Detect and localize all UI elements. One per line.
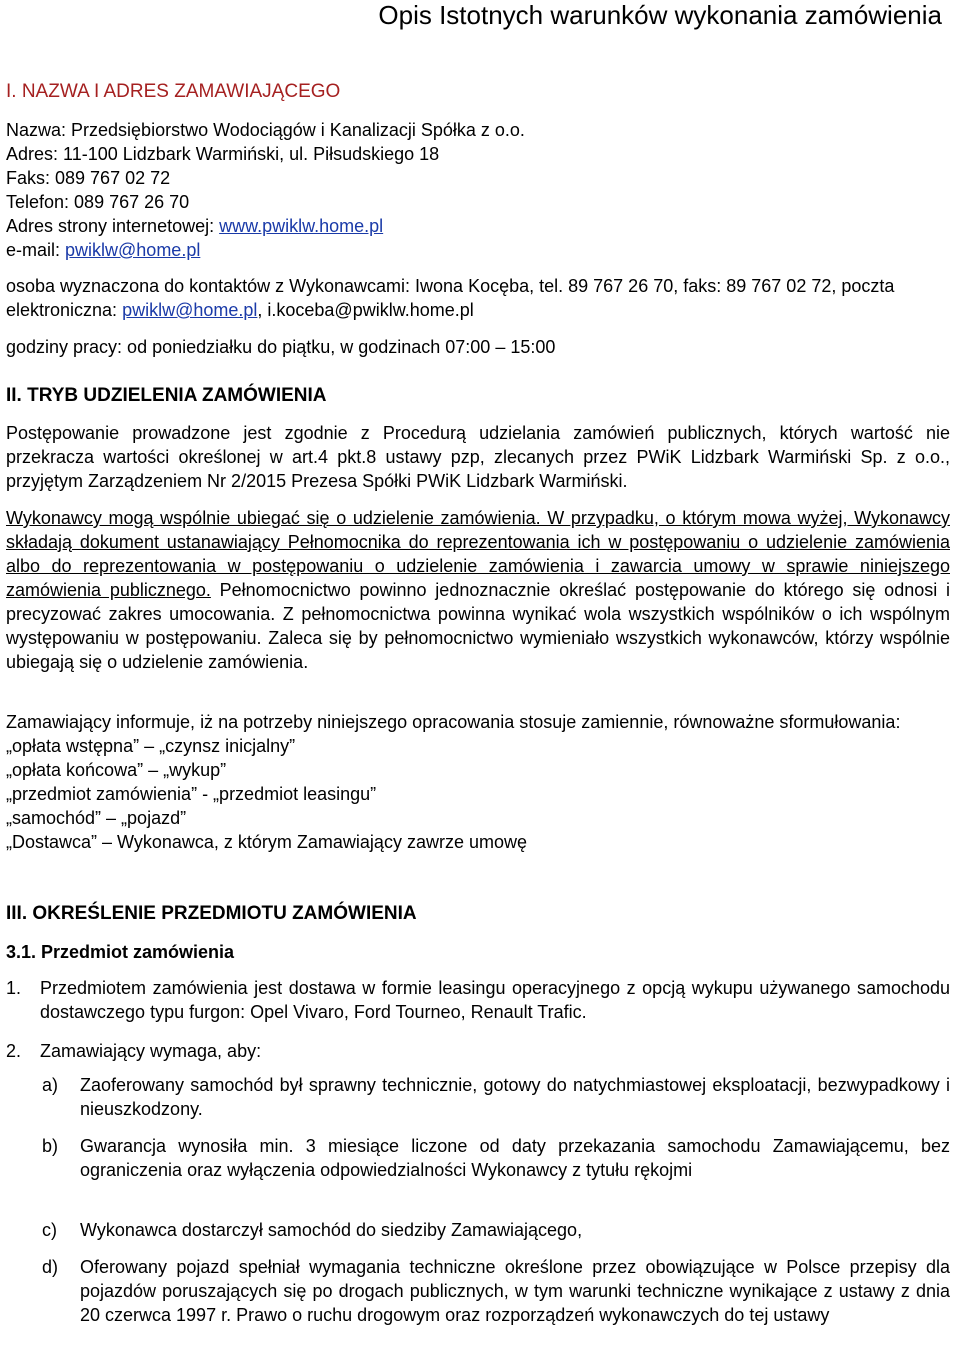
term-item: „samochód” – „pojazd” bbox=[6, 808, 187, 828]
joint-bidding-rest: Pełnomocnictwo powinno jednoznacznie określać postępowanie do którego się odnosi i precyzować zakres umocowania. Z pełnomocnictwa powinna wynikać wola wszystkich wspólników o ich wspólnym występowaniu w postępowaniu. Zaleca się by pełnomocnictwo wymieniało wszystkich wykonawców, którzy wspólnie ubiegają się o udzielenie zamówienia. bbox=[6, 580, 950, 672]
subitem-text: Zaoferowany samochód był sprawny technicznie, gotowy do natychmiastowej eksploatacji, bezwypadkowy i nieuszkodzony. bbox=[80, 1075, 950, 1119]
term-item: „opłata wstępna” – „czynsz inicjalny” bbox=[6, 736, 296, 756]
subitem-d bbox=[6, 1255, 950, 1327]
item-number: 2. bbox=[6, 1041, 22, 1061]
section-3 bbox=[6, 902, 950, 926]
terms-list bbox=[6, 734, 950, 854]
terminology-intro: Zamawiający informuje, iż na potrzeby niniejszego opracowania stosuje zamiennie, równoważne sformułowania: bbox=[6, 712, 901, 732]
section-2-heading: II. TRYB UDZIELENIA ZAMÓWIENIA bbox=[6, 385, 327, 406]
list-item bbox=[6, 1218, 950, 1242]
section-3-heading: III. OKREŚLENIE PRZEDMIOTU ZAMÓWIENIA bbox=[6, 903, 417, 924]
working-hours bbox=[6, 335, 950, 359]
procedure-paragraph bbox=[6, 421, 950, 493]
contractor-website bbox=[6, 214, 950, 238]
subitem-letter: c) bbox=[42, 1220, 57, 1240]
document-title: Opis Istotnych warunków wykonania zamówienia bbox=[378, 0, 942, 30]
email-link[interactable]: pwiklw@home.pl bbox=[65, 240, 201, 260]
contact-info: osoba wyznaczona do kontaktów z Wykonawcami: Iwona Kocęba, tel. 89 767 26 70, faks: 89 767 02 72, poczta elektroniczna: bbox=[6, 276, 895, 320]
contact-text bbox=[6, 274, 950, 322]
contractor-phone: Telefon: 089 767 26 70 bbox=[6, 192, 190, 212]
item-text: Zamawiający wymaga, aby: bbox=[40, 1041, 262, 1061]
item-text: Przedmiotem zamówienia jest dostawa w formie leasingu operacyjnego z opcją wykupu używanego samochodu dostawczego typu furgon: Opel Vivaro, Ford Tourneo, Renault Trafic. bbox=[40, 978, 950, 1022]
section-3-1 bbox=[6, 940, 950, 964]
contact-email-2: , i.koceba@pwiklw.home.pl bbox=[257, 300, 474, 320]
list-item bbox=[6, 1073, 950, 1121]
email-label: e-mail: bbox=[6, 240, 66, 260]
subitem-letter: d) bbox=[42, 1257, 59, 1277]
section-1 bbox=[6, 80, 950, 104]
list-item bbox=[6, 1255, 950, 1327]
joint-bidding-text bbox=[6, 506, 950, 674]
contractor-details bbox=[6, 118, 950, 262]
subitem-text: Wykonawca dostarczył samochód do siedziby Zamawiającego, bbox=[80, 1220, 583, 1240]
working-hours-text: godziny pracy: od poniedziałku do piątku, w godzinach 07:00 – 15:00 bbox=[6, 337, 556, 357]
item-1 bbox=[6, 976, 950, 1024]
subitem-text: Gwarancja wynosiła min. 3 miesiące liczone od daty przekazania samochodu Zamawiającemu, bez ograniczenia oraz wyłączenia odpowiedzialności Wykonawcy z tytułu rękojmi bbox=[80, 1136, 950, 1180]
terminology-paragraph bbox=[6, 710, 950, 854]
section-1-heading: I. NAZWA I ADRES ZAMAWIAJĄCEGO bbox=[6, 81, 341, 102]
subitem-b bbox=[6, 1134, 950, 1182]
list-item bbox=[6, 1134, 950, 1182]
joint-bidding-paragraph bbox=[6, 506, 950, 674]
list-item bbox=[6, 1039, 950, 1063]
contractor-email bbox=[6, 238, 950, 262]
subitem-a bbox=[6, 1073, 950, 1121]
website-label: Adres strony internetowej: bbox=[6, 216, 220, 236]
contractor-fax: Faks: 089 767 02 72 bbox=[6, 168, 171, 188]
contractor-name: Nazwa: Przedsiębiorstwo Wodociągów i Kanalizacji Spółka z o.o. bbox=[6, 120, 525, 140]
section-3-1-heading: 3.1. Przedmiot zamówienia bbox=[6, 942, 235, 962]
subitem-letter: b) bbox=[42, 1136, 59, 1156]
contractor-address: Adres: 11-100 Lidzbark Warmiński, ul. Piłsudskiego 18 bbox=[6, 144, 440, 164]
section-2 bbox=[6, 384, 950, 408]
procedure-text: Postępowanie prowadzone jest zgodnie z Procedurą udzielania zamówień publicznych, których wartość nie przekracza wartości określonej w art.4 pkt.8 ustawy pzp, zlecanych przez PWiK Lidzbark Warmiński Sp. z o.o., przyjętym Zarządzeniem Nr 2/2015 Prezesa Spółki PWiK Lidzbark Warmiński. bbox=[6, 423, 950, 491]
list-item bbox=[6, 976, 950, 1024]
contact-person bbox=[6, 274, 950, 322]
term-item: „Dostawca” – Wykonawca, z którym Zamawiający zawrze umowę bbox=[6, 832, 527, 852]
item-2 bbox=[6, 1039, 950, 1063]
joint-bidding-underlined: Wykonawcy mogą wspólnie ubiegać się o udzielenie zamówienia. W przypadku, o którym mowa wyżej, Wykonawcy składają dokument ustanawiający Pełnomocnika do reprezentowania ich w postępowaniu o udzielenie zamówienia albo do reprezentowania w postępowaniu o udzielenie zamówienia i zawarcia umowy w sprawie niniejszego zamówienia publicznego. bbox=[6, 508, 950, 600]
contact-email-link[interactable]: pwiklw@home.pl bbox=[122, 300, 258, 320]
website-link[interactable]: www.pwiklw.home.pl bbox=[219, 216, 384, 236]
subitem-letter: a) bbox=[42, 1075, 59, 1095]
term-item: „opłata końcowa” – „wykup” bbox=[6, 760, 227, 780]
item-number: 1. bbox=[6, 978, 22, 998]
subitem-text: Oferowany pojazd spełniał wymagania techniczne określone przez obowiązujące w Polsce przepisy dla pojazdów poruszających się po drogach publicznych, w tym warunki techniczne wynikające z ustawy z dnia 20 czerwca 1997 r. Prawo o ruchu drogowym oraz rozporządzeń wykonawczych do tej ustawy bbox=[80, 1257, 950, 1325]
subitem-c bbox=[6, 1218, 950, 1242]
term-item: „przedmiot zamówienia” - „przedmiot leasingu” bbox=[6, 784, 377, 804]
